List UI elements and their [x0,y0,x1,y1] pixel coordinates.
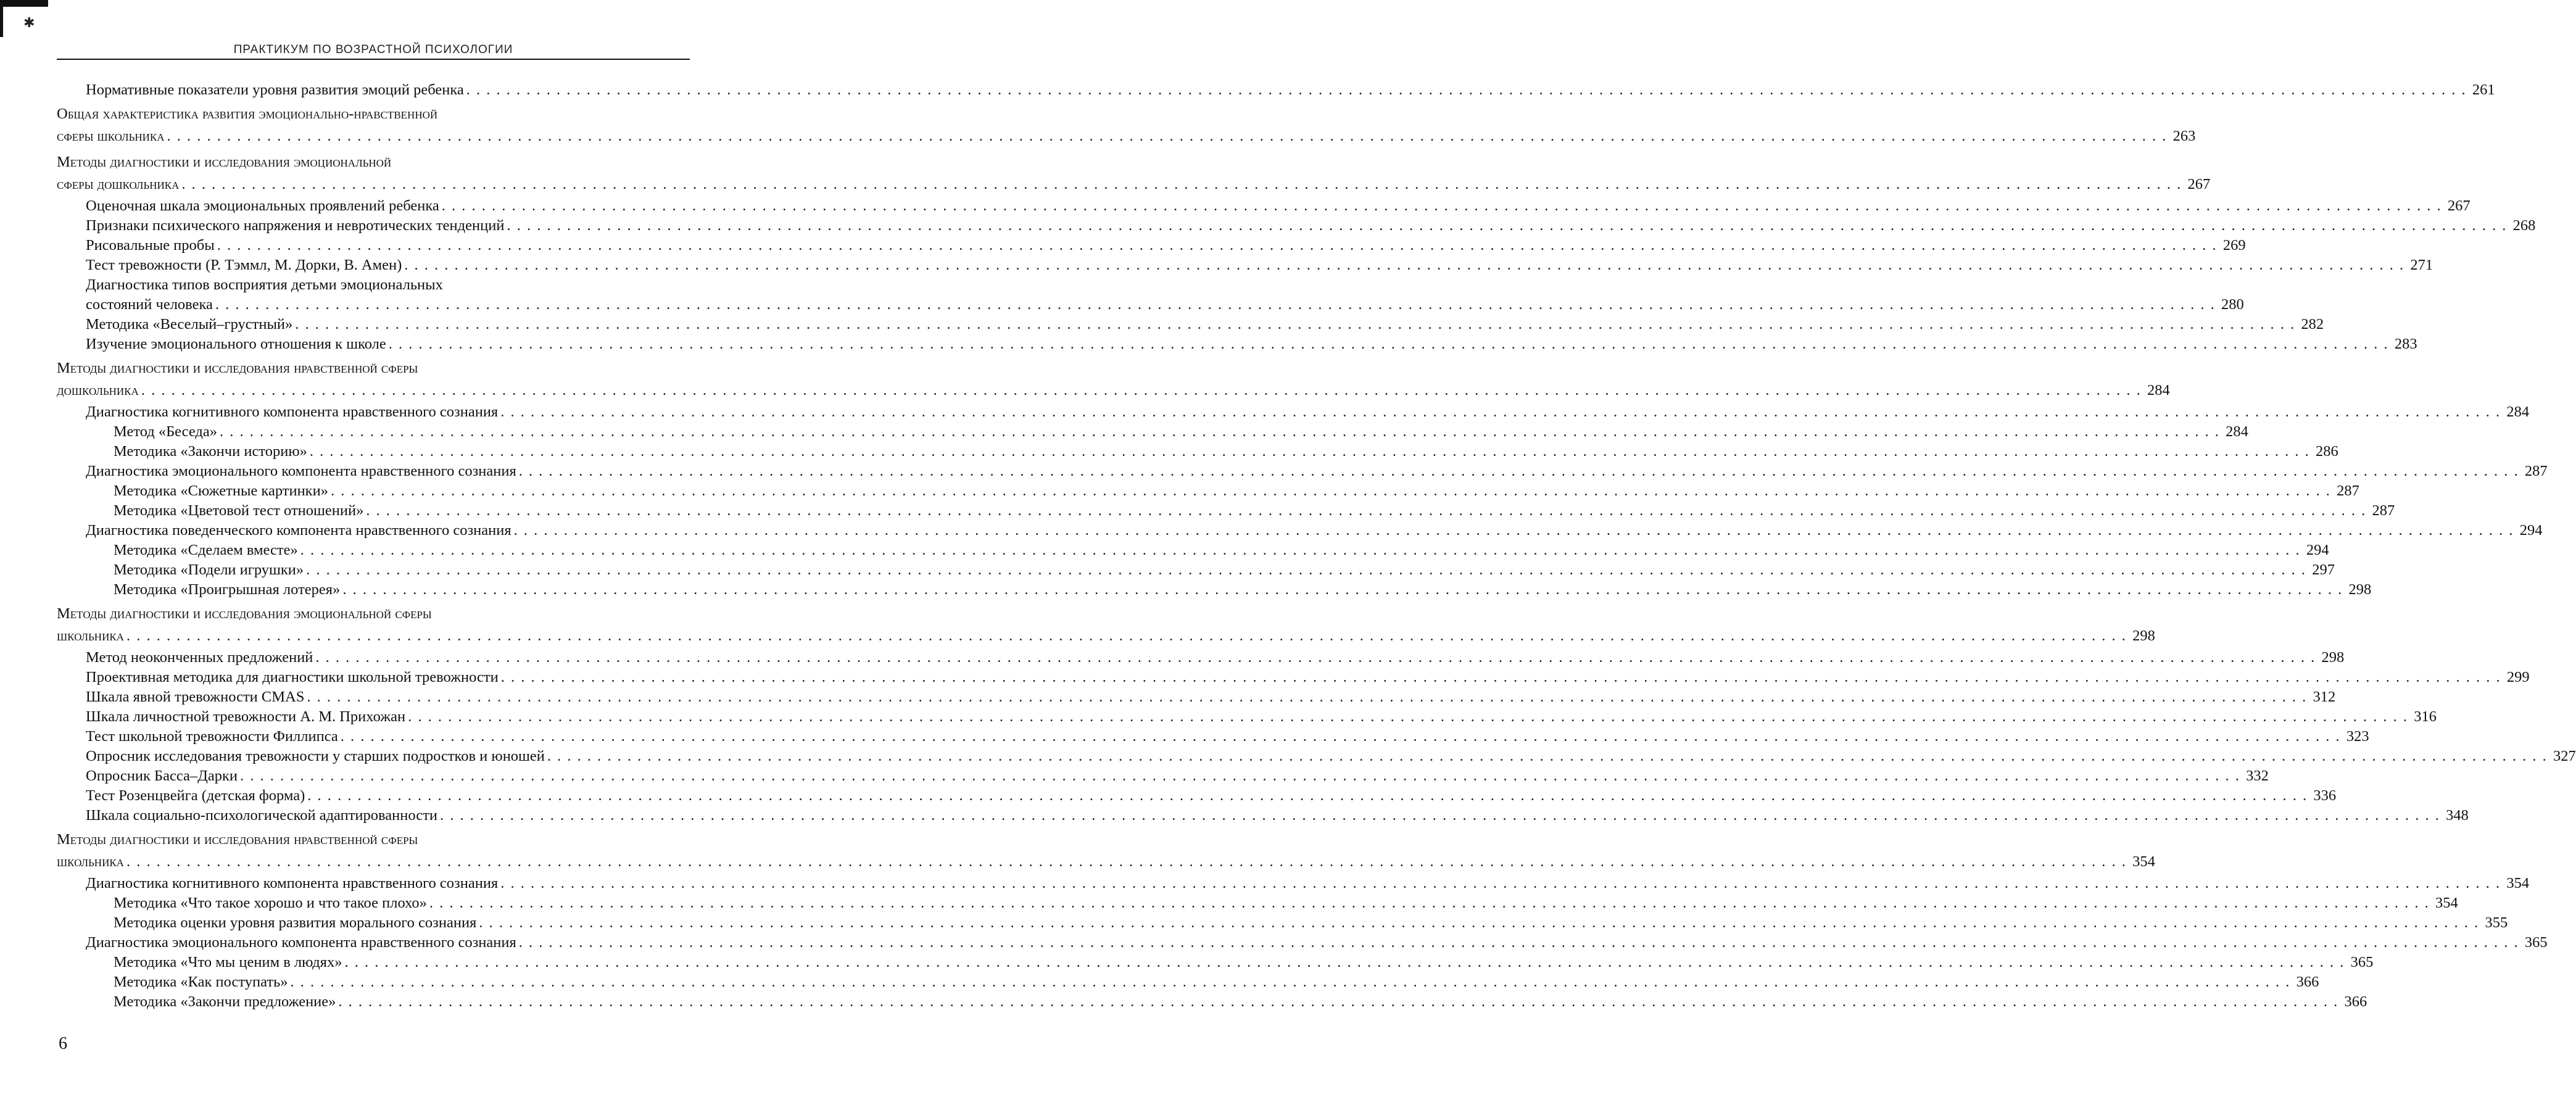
toc-entry [57,422,2248,442]
toc-entry [57,216,2536,236]
toc-entry-title: Методика «Сделаем вместе» [114,542,298,558]
toc-entry-page: 336 [2313,787,2337,804]
running-head: ПРАКТИКУМ ПО ВОЗРАСТНОЙ ПСИХОЛОГИИ [233,43,513,56]
toc-entry-title: сферы школьника [57,128,165,144]
toc-entry-title-line [57,275,690,295]
dot-leader: . . . . . . . . . . . . . . . . . . . . . . . . . . . . . . . . . . . . . . . . . . . . . . . . . . . . . . . . . . . . . . . . . . . . . . . . . . . . . . . . . . . . . . . . . . . . . . . . . . . . . . . . . . . . . . . . . . . . . . . . . . . . . . . . . . . . . . . . . . . . . . . . . . . . . . . . . . . . . . . . . . . . . . . . . . . . . . . . . . . . . . . . . . . . . . . . . . . . . . . . [479,914,2480,931]
page-number: 6 [59,1034,67,1053]
toc-entry-title: Диагностика эмоционального компонента нравственного сознания [86,934,516,951]
toc-entry-title: Метод «Беседа» [114,423,217,440]
dot-leader: . . . . . . . . . . . . . . . . . . . . . . . . . . . . . . . . . . . . . . . . . . . . . . . . . . . . . . . . . . . . . . . . . . . . . . . . . . . . . . . . . . . . . . . . . . . . . . . . . . . . . . . . . . . . . . . . . . . . . . . . . . . . . . . . . . . . . . . . . . . . . . . . . . . . . . . . . . . . . . . . . . . . . . . . . . . . . . . . . . . . . . . . . . . . . . . . . . . . . . . . [141,382,2142,399]
toc-entry [57,196,2470,216]
toc-entry-title: Методика «Как поступать» [114,974,288,990]
printer-mark-icon: ✱ [23,15,35,30]
toc-section-heading [57,603,2155,648]
dot-leader: . . . . . . . . . . . . . . . . . . . . . . . . . . . . . . . . . . . . . . . . . . . . . . . . . . . . . . . . . . . . . . . . . . . . . . . . . . . . . . . . . . . . . . . . . . . . . . . . . . . . . . . . . . . . . . . . . . . . . . . . . . . . . . . . . . . . . . . . . . . . . . . . . . . . . . . . . . . . . . . . . . . . . . . . . . . . . . . . . . . . . . . . . . . . . . . . . . . . . . . . [309,443,2310,460]
dot-leader: . . . . . . . . . . . . . . . . . . . . . . . . . . . . . . . . . . . . . . . . . . . . . . . . . . . . . . . . . . . . . . . . . . . . . . . . . . . . . . . . . . . . . . . . . . . . . . . . . . . . . . . . . . . . . . . . . . . . . . . . . . . . . . . . . . . . . . . . . . . . . . . . . . . . . . . . . . . . . . . . . . . . . . . . . . . . . . . . . . . . . . . . . . . . . . . . . . . . . . . . [500,403,2501,420]
dot-leader: . . . . . . . . . . . . . . . . . . . . . . . . . . . . . . . . . . . . . . . . . . . . . . . . . . . . . . . . . . . . . . . . . . . . . . . . . . . . . . . . . . . . . . . . . . . . . . . . . . . . . . . . . . . . . . . . . . . . . . . . . . . . . . . . . . . . . . . . . . . . . . . . . . . . . . . . . . . . . . . . . . . . . . . . . . . . . . . . . . . . . . . . . . . . . . . . . . . . . . . . [441,197,2442,214]
toc-entry [57,992,2367,1012]
toc-entry-title: Шкала социально-психологической адаптированности [86,807,437,824]
dot-leader: . . . . . . . . . . . . . . . . . . . . . . . . . . . . . . . . . . . . . . . . . . . . . . . . . . . . . . . . . . . . . . . . . . . . . . . . . . . . . . . . . . . . . . . . . . . . . . . . . . . . . . . . . . . . . . . . . . . . . . . . . . . . . . . . . . . . . . . . . . . . . . . . . . . . . . . . . . . . . . . . . . . . . . . . . . . . . . . . . . . . . . . . . . . . . . . . . . . . . . . . [167,128,2168,144]
toc-entry-title: Оценочная шкала эмоциональных проявлений ребенка [86,197,439,214]
toc-entry [57,80,2495,100]
dot-leader: . . . . . . . . . . . . . . . . . . . . . . . . . . . . . . . . . . . . . . . . . . . . . . . . . . . . . . . . . . . . . . . . . . . . . . . . . . . . . . . . . . . . . . . . . . . . . . . . . . . . . . . . . . . . . . . . . . . . . . . . . . . . . . . . . . . . . . . . . . . . . . . . . . . . . . . . . . . . . . . . . . . . . . . . . . . . . . . . . . . . . . . . . . . . . . . . . . . . . . . . [429,895,2430,911]
toc-entry [57,402,2530,422]
toc-entry-page: 298 [2132,627,2155,644]
toc-entry [57,236,2246,255]
toc-entry [57,461,2548,481]
toc-entry-title: Проективная методика для диагностики школьной тревожности [86,669,499,685]
toc-entry-page: 263 [2172,128,2196,144]
toc-entry-title: Диагностика типов восприятия детьми эмоциональных [86,276,443,293]
toc-entry-title: Методика «Подели игрушки» [114,561,304,578]
toc-entry-page: 294 [2306,542,2329,558]
toc-entry [57,481,2359,501]
header-rule [57,59,690,60]
toc-entry-page: 354 [2506,875,2530,892]
dot-leader: . . . . . . . . . . . . . . . . . . . . . . . . . . . . . . . . . . . . . . . . . . . . . . . . . . . . . . . . . . . . . . . . . . . . . . . . . . . . . . . . . . . . . . . . . . . . . . . . . . . . . . . . . . . . . . . . . . . . . . . . . . . . . . . . . . . . . . . . . . . . . . . . . . . . . . . . . . . . . . . . . . . . . . . . . . . . . . . . . . . . . . . . . . . . . . . . . . . . . . . . [300,542,2301,558]
dot-leader: . . . . . . . . . . . . . . . . . . . . . . . . . . . . . . . . . . . . . . . . . . . . . . . . . . . . . . . . . . . . . . . . . . . . . . . . . . . . . . . . . . . . . . . . . . . . . . . . . . . . . . . . . . . . . . . . . . . . . . . . . . . . . . . . . . . . . . . . . . . . . . . . . . . . . . . . . . . . . . . . . . . . . . . . . . . . . . . . . . . . . . . . . . . . . . . . . . . . . . . . [547,748,2548,764]
toc-entry-title: Шкала личностной тревожности А. М. Прихожан [86,708,406,725]
toc-entry-page: 323 [2346,728,2369,745]
toc-entry-title: школьника [57,853,124,870]
toc-entry-title: Тест школьной тревожности Филлипса [86,728,338,745]
dot-leader: . . . . . . . . . . . . . . . . . . . . . . . . . . . . . . . . . . . . . . . . . . . . . . . . . . . . . . . . . . . . . . . . . . . . . . . . . . . . . . . . . . . . . . . . . . . . . . . . . . . . . . . . . . . . . . . . . . . . . . . . . . . . . . . . . . . . . . . . . . . . . . . . . . . . . . . . . . . . . . . . . . . . . . . . . . . . . . . . . . . . . . . . . . . . . . . . . . . . . . . . [215,296,2216,313]
toc-entry [57,540,2329,560]
toc-entry [57,560,2335,580]
toc-entry-title: сферы дошкольника [57,176,180,192]
toc-entry [57,668,2530,687]
dot-leader: . . . . . . . . . . . . . . . . . . . . . . . . . . . . . . . . . . . . . . . . . . . . . . . . . . . . . . . . . . . . . . . . . . . . . . . . . . . . . . . . . . . . . . . . . . . . . . . . . . . . . . . . . . . . . . . . . . . . . . . . . . . . . . . . . . . . . . . . . . . . . . . . . . . . . . . . . . . . . . . . . . . . . . . . . . . . . . . . . . . . . . . . . . . . . . . . . . . . . . . . [388,336,2389,352]
dot-leader: . . . . . . . . . . . . . . . . . . . . . . . . . . . . . . . . . . . . . . . . . . . . . . . . . . . . . . . . . . . . . . . . . . . . . . . . . . . . . . . . . . . . . . . . . . . . . . . . . . . . . . . . . . . . . . . . . . . . . . . . . . . . . . . . . . . . . . . . . . . . . . . . . . . . . . . . . . . . . . . . . . . . . . . . . . . . . . . . . . . . . . . . . . . . . . . . . . . . . . . . [340,728,2341,745]
toc-entry-page: 354 [2132,853,2155,870]
toc-entry-title: Методика оценки уровня развития морального сознания [114,914,477,931]
toc-entry-page: 299 [2506,669,2530,685]
toc-entry [57,972,2319,992]
toc-entry-page: 366 [2344,993,2367,1010]
toc-entry [57,315,2324,334]
toc-entry [57,624,2155,648]
toc-entry-title: школьника [57,627,124,644]
toc-entry [57,786,2337,806]
toc-entry-page: 332 [2246,768,2269,784]
toc-entry [57,334,2417,354]
toc-entry [57,442,2338,461]
toc-entry-page: 280 [2221,296,2244,313]
toc-entry-page: 312 [2313,689,2336,705]
toc-entry-title: Диагностика когнитивного компонента нравственного сознания [86,403,499,420]
toc-entry-page: 287 [2524,463,2548,479]
toc-entry [57,766,2269,786]
toc-entry [57,893,2458,913]
toc-entry [57,379,2170,402]
toc-entry-title: Рисовальные пробы [86,237,215,254]
dot-leader: . . . . . . . . . . . . . . . . . . . . . . . . . . . . . . . . . . . . . . . . . . . . . . . . . . . . . . . . . . . . . . . . . . . . . . . . . . . . . . . . . . . . . . . . . . . . . . . . . . . . . . . . . . . . . . . . . . . . . . . . . . . . . . . . . . . . . . . . . . . . . . . . . . . . . . . . . . . . . . . . . . . . . . . . . . . . . . . . . . . . . . . . . . . . . . . . . . . . . . . . [513,522,2514,539]
dot-leader: . . . . . . . . . . . . . . . . . . . . . . . . . . . . . . . . . . . . . . . . . . . . . . . . . . . . . . . . . . . . . . . . . . . . . . . . . . . . . . . . . . . . . . . . . . . . . . . . . . . . . . . . . . . . . . . . . . . . . . . . . . . . . . . . . . . . . . . . . . . . . . . . . . . . . . . . . . . . . . . . . . . . . . . . . . . . . . . . . . . . . . . . . . . . . . . . . . . . . . . . [126,853,2127,870]
toc-entry-page: 355 [2485,914,2508,931]
dot-leader: . . . . . . . . . . . . . . . . . . . . . . . . . . . . . . . . . . . . . . . . . . . . . . . . . . . . . . . . . . . . . . . . . . . . . . . . . . . . . . . . . . . . . . . . . . . . . . . . . . . . . . . . . . . . . . . . . . . . . . . . . . . . . . . . . . . . . . . . . . . . . . . . . . . . . . . . . . . . . . . . . . . . . . . . . . . . . . . . . . . . . . . . . . . . . . . . . . . . . . . . [126,627,2127,644]
toc-section-title: Методы диагностики и исследования эмоциональной сферы [57,605,432,622]
toc-entry-page: 261 [2472,81,2495,98]
toc-entry-title: Методика «Веселый–грустный» [86,316,293,333]
toc-entry-page: 354 [2435,895,2458,911]
dot-leader: . . . . . . . . . . . . . . . . . . . . . . . . . . . . . . . . . . . . . . . . . . . . . . . . . . . . . . . . . . . . . . . . . . . . . . . . . . . . . . . . . . . . . . . . . . . . . . . . . . . . . . . . . . . . . . . . . . . . . . . . . . . . . . . . . . . . . . . . . . . . . . . . . . . . . . . . . . . . . . . . . . . . . . . . . . . . . . . . . . . . . . . . . . . . . . . . . . . . . . . . [295,316,2296,333]
toc-section-heading [57,104,2196,148]
toc-entry [57,295,2244,315]
toc-entry-title: Методика «Сюжетные картинки» [114,482,328,499]
toc-entry-page: 298 [2348,581,2372,598]
toc-entry-page: 268 [2512,217,2536,234]
toc-entry-title: Опросник исследования тревожности у старших подростков и юношей [86,748,545,764]
dot-leader: . . . . . . . . . . . . . . . . . . . . . . . . . . . . . . . . . . . . . . . . . . . . . . . . . . . . . . . . . . . . . . . . . . . . . . . . . . . . . . . . . . . . . . . . . . . . . . . . . . . . . . . . . . . . . . . . . . . . . . . . . . . . . . . . . . . . . . . . . . . . . . . . . . . . . . . . . . . . . . . . . . . . . . . . . . . . . . . . . . . . . . . . . . . . . . . . . . . . . . . . [315,649,2316,666]
toc-entry-title: Методика «Что такое хорошо и что такое плохо» [114,895,427,911]
dot-leader: . . . . . . . . . . . . . . . . . . . . . . . . . . . . . . . . . . . . . . . . . . . . . . . . . . . . . . . . . . . . . . . . . . . . . . . . . . . . . . . . . . . . . . . . . . . . . . . . . . . . . . . . . . . . . . . . . . . . . . . . . . . . . . . . . . . . . . . . . . . . . . . . . . . . . . . . . . . . . . . . . . . . . . . . . . . . . . . . . . . . . . . . . . . . . . . . . . . . . . . . [344,954,2345,970]
table-of-contents [57,80,2576,1012]
toc-entry [57,648,2345,668]
toc-entry-title: Методика «Что мы ценим в людях» [114,954,342,970]
toc-entry-title: Нормативные показатели уровня развития эмоций ребенка [86,81,464,98]
toc-entry-page: 365 [2350,954,2374,970]
toc-entry-multiline [57,275,2244,315]
toc-section-title: Методы диагностики и исследования нравственной сферы [57,831,418,848]
dot-leader: . . . . . . . . . . . . . . . . . . . . . . . . . . . . . . . . . . . . . . . . . . . . . . . . . . . . . . . . . . . . . . . . . . . . . . . . . . . . . . . . . . . . . . . . . . . . . . . . . . . . . . . . . . . . . . . . . . . . . . . . . . . . . . . . . . . . . . . . . . . . . . . . . . . . . . . . . . . . . . . . . . . . . . . . . . . . . . . . . . . . . . . . . . . . . . . . . . . . . . . . [307,787,2308,804]
toc-entry-page: 365 [2524,934,2548,951]
toc-entry [57,125,2196,148]
toc-entry-page: 348 [2446,807,2469,824]
toc-entry [57,501,2395,521]
toc-entry-page: 286 [2316,443,2338,460]
toc-entry [57,913,2508,933]
dot-leader: . . . . . . . . . . . . . . . . . . . . . . . . . . . . . . . . . . . . . . . . . . . . . . . . . . . . . . . . . . . . . . . . . . . . . . . . . . . . . . . . . . . . . . . . . . . . . . . . . . . . . . . . . . . . . . . . . . . . . . . . . . . . . . . . . . . . . . . . . . . . . . . . . . . . . . . . . . . . . . . . . . . . . . . . . . . . . . . . . . . . . . . . . . . . . . . . . . . . . . . . [219,423,2220,440]
toc-section-heading [57,829,2155,874]
toc-entry-page: 294 [2519,522,2543,539]
dot-leader: . . . . . . . . . . . . . . . . . . . . . . . . . . . . . . . . . . . . . . . . . . . . . . . . . . . . . . . . . . . . . . . . . . . . . . . . . . . . . . . . . . . . . . . . . . . . . . . . . . . . . . . . . . . . . . . . . . . . . . . . . . . . . . . . . . . . . . . . . . . . . . . . . . . . . . . . . . . . . . . . . . . . . . . . . . . . . . . . . . . . . . . . . . . . . . . . . . . . . . . . [338,993,2339,1010]
toc-entry-page: 283 [2394,336,2417,352]
dot-leader: . . . . . . . . . . . . . . . . . . . . . . . . . . . . . . . . . . . . . . . . . . . . . . . . . . . . . . . . . . . . . . . . . . . . . . . . . . . . . . . . . . . . . . . . . . . . . . . . . . . . . . . . . . . . . . . . . . . . . . . . . . . . . . . . . . . . . . . . . . . . . . . . . . . . . . . . . . . . . . . . . . . . . . . . . . . . . . . . . . . . . . . . . . . . . . . . . . . . . . . . [507,217,2508,234]
dot-leader: . . . . . . . . . . . . . . . . . . . . . . . . . . . . . . . . . . . . . . . . . . . . . . . . . . . . . . . . . . . . . . . . . . . . . . . . . . . . . . . . . . . . . . . . . . . . . . . . . . . . . . . . . . . . . . . . . . . . . . . . . . . . . . . . . . . . . . . . . . . . . . . . . . . . . . . . . . . . . . . . . . . . . . . . . . . . . . . . . . . . . . . . . . . . . . . . . . . . . . . . [217,237,2218,254]
toc-entry-title: Методика «Закончи предложение» [114,993,336,1010]
dot-leader: . . . . . . . . . . . . . . . . . . . . . . . . . . . . . . . . . . . . . . . . . . . . . . . . . . . . . . . . . . . . . . . . . . . . . . . . . . . . . . . . . . . . . . . . . . . . . . . . . . . . . . . . . . . . . . . . . . . . . . . . . . . . . . . . . . . . . . . . . . . . . . . . . . . . . . . . . . . . . . . . . . . . . . . . . . . . . . . . . . . . . . . . . . . . . . . . . . . . . . . . [500,669,2501,685]
toc-entry [57,687,2336,707]
toc-entry-title: состояний человека [86,296,213,313]
toc-entry-page: 327 [2553,748,2576,764]
dot-leader: . . . . . . . . . . . . . . . . . . . . . . . . . . . . . . . . . . . . . . . . . . . . . . . . . . . . . . . . . . . . . . . . . . . . . . . . . . . . . . . . . . . . . . . . . . . . . . . . . . . . . . . . . . . . . . . . . . . . . . . . . . . . . . . . . . . . . . . . . . . . . . . . . . . . . . . . . . . . . . . . . . . . . . . . . . . . . . . . . . . . . . . . . . . . . . . . . . . . . . . . [290,974,2291,990]
corner-crop-mark-horizontal [0,0,48,7]
dot-leader: . . . . . . . . . . . . . . . . . . . . . . . . . . . . . . . . . . . . . . . . . . . . . . . . . . . . . . . . . . . . . . . . . . . . . . . . . . . . . . . . . . . . . . . . . . . . . . . . . . . . . . . . . . . . . . . . . . . . . . . . . . . . . . . . . . . . . . . . . . . . . . . . . . . . . . . . . . . . . . . . . . . . . . . . . . . . . . . . . . . . . . . . . . . . . . . . . . . . . . . . [500,875,2501,892]
toc-entry-page: 287 [2372,502,2395,519]
toc-entry-title: Шкала явной тревожности CMAS [86,689,305,705]
toc-entry-title: Методика «Проигрышная лотерея» [114,581,341,598]
toc-entry [57,953,2374,972]
toc-entry-page: 271 [2410,257,2433,273]
dot-leader: . . . . . . . . . . . . . . . . . . . . . . . . . . . . . . . . . . . . . . . . . . . . . . . . . . . . . . . . . . . . . . . . . . . . . . . . . . . . . . . . . . . . . . . . . . . . . . . . . . . . . . . . . . . . . . . . . . . . . . . . . . . . . . . . . . . . . . . . . . . . . . . . . . . . . . . . . . . . . . . . . . . . . . . . . . . . . . . . . . . . . . . . . . . . . . . . . . . . . . . . [366,502,2367,519]
toc-entry [57,173,2211,196]
toc-entry [57,850,2155,874]
toc-entry-page: 366 [2296,974,2319,990]
toc-entry [57,255,2433,275]
toc-entry-page: 298 [2321,649,2345,666]
toc-entry-title: Изучение эмоционального отношения к школе [86,336,386,352]
dot-leader: . . . . . . . . . . . . . . . . . . . . . . . . . . . . . . . . . . . . . . . . . . . . . . . . . . . . . . . . . . . . . . . . . . . . . . . . . . . . . . . . . . . . . . . . . . . . . . . . . . . . . . . . . . . . . . . . . . . . . . . . . . . . . . . . . . . . . . . . . . . . . . . . . . . . . . . . . . . . . . . . . . . . . . . . . . . . . . . . . . . . . . . . . . . . . . . . . . . . . . . . [342,581,2343,598]
toc-entry [57,727,2369,747]
dot-leader: . . . . . . . . . . . . . . . . . . . . . . . . . . . . . . . . . . . . . . . . . . . . . . . . . . . . . . . . . . . . . . . . . . . . . . . . . . . . . . . . . . . . . . . . . . . . . . . . . . . . . . . . . . . . . . . . . . . . . . . . . . . . . . . . . . . . . . . . . . . . . . . . . . . . . . . . . . . . . . . . . . . . . . . . . . . . . . . . . . . . . . . . . . . . . . . . . . . . . . . . [466,81,2467,98]
toc-entry-title: Метод неоконченных предложений [86,649,313,666]
toc-entry-page: 287 [2337,482,2359,499]
toc-entry [57,580,2372,600]
toc-entry-page: 297 [2312,561,2335,578]
toc-section-heading [57,152,2211,196]
dot-leader: . . . . . . . . . . . . . . . . . . . . . . . . . . . . . . . . . . . . . . . . . . . . . . . . . . . . . . . . . . . . . . . . . . . . . . . . . . . . . . . . . . . . . . . . . . . . . . . . . . . . . . . . . . . . . . . . . . . . . . . . . . . . . . . . . . . . . . . . . . . . . . . . . . . . . . . . . . . . . . . . . . . . . . . . . . . . . . . . . . . . . . . . . . . . . . . . . . . . . . . . [330,482,2331,499]
toc-entry-title: дошкольника [57,382,139,399]
dot-leader: . . . . . . . . . . . . . . . . . . . . . . . . . . . . . . . . . . . . . . . . . . . . . . . . . . . . . . . . . . . . . . . . . . . . . . . . . . . . . . . . . . . . . . . . . . . . . . . . . . . . . . . . . . . . . . . . . . . . . . . . . . . . . . . . . . . . . . . . . . . . . . . . . . . . . . . . . . . . . . . . . . . . . . . . . . . . . . . . . . . . . . . . . . . . . . . . . . . . . . . . [240,768,2240,784]
toc-entry-page: 267 [2447,197,2470,214]
toc-entry-title: Диагностика эмоционального компонента нравственного сознания [86,463,516,479]
toc-entry-title: Методика «Закончи историю» [114,443,307,460]
toc-entry-title: Диагностика когнитивного компонента нравственного сознания [86,875,499,892]
corner-crop-mark-vertical [0,0,3,37]
toc-entry-page: 269 [2222,237,2246,254]
toc-entry-page: 282 [2301,316,2324,333]
dot-leader: . . . . . . . . . . . . . . . . . . . . . . . . . . . . . . . . . . . . . . . . . . . . . . . . . . . . . . . . . . . . . . . . . . . . . . . . . . . . . . . . . . . . . . . . . . . . . . . . . . . . . . . . . . . . . . . . . . . . . . . . . . . . . . . . . . . . . . . . . . . . . . . . . . . . . . . . . . . . . . . . . . . . . . . . . . . . . . . . . . . . . . . . . . . . . . . . . . . . . . . . [307,689,2308,705]
toc-entry-title: Диагностика поведенческого компонента нравственного сознания [86,522,511,539]
dot-leader: . . . . . . . . . . . . . . . . . . . . . . . . . . . . . . . . . . . . . . . . . . . . . . . . . . . . . . . . . . . . . . . . . . . . . . . . . . . . . . . . . . . . . . . . . . . . . . . . . . . . . . . . . . . . . . . . . . . . . . . . . . . . . . . . . . . . . . . . . . . . . . . . . . . . . . . . . . . . . . . . . . . . . . . . . . . . . . . . . . . . . . . . . . . . . . . . . . . . . . . . [439,807,2440,824]
dot-leader: . . . . . . . . . . . . . . . . . . . . . . . . . . . . . . . . . . . . . . . . . . . . . . . . . . . . . . . . . . . . . . . . . . . . . . . . . . . . . . . . . . . . . . . . . . . . . . . . . . . . . . . . . . . . . . . . . . . . . . . . . . . . . . . . . . . . . . . . . . . . . . . . . . . . . . . . . . . . . . . . . . . . . . . . . . . . . . . . . . . . . . . . . . . . . . . . . . . . . . . . [518,934,2519,951]
toc-entry-title: Тест тревожности (Р. Тэммл, М. Дорки, В. Амен) [86,257,402,273]
toc-entry-page: 284 [2226,423,2248,440]
toc-entry [57,521,2543,540]
toc-entry [57,707,2437,727]
toc-entry [57,933,2548,953]
toc-entry-title: Методика «Цветовой тест отношений» [114,502,364,519]
toc-entry [57,874,2530,893]
toc-section-heading [57,358,2170,402]
dot-leader: . . . . . . . . . . . . . . . . . . . . . . . . . . . . . . . . . . . . . . . . . . . . . . . . . . . . . . . . . . . . . . . . . . . . . . . . . . . . . . . . . . . . . . . . . . . . . . . . . . . . . . . . . . . . . . . . . . . . . . . . . . . . . . . . . . . . . . . . . . . . . . . . . . . . . . . . . . . . . . . . . . . . . . . . . . . . . . . . . . . . . . . . . . . . . . . . . . . . . . . . [518,463,2519,479]
dot-leader: . . . . . . . . . . . . . . . . . . . . . . . . . . . . . . . . . . . . . . . . . . . . . . . . . . . . . . . . . . . . . . . . . . . . . . . . . . . . . . . . . . . . . . . . . . . . . . . . . . . . . . . . . . . . . . . . . . . . . . . . . . . . . . . . . . . . . . . . . . . . . . . . . . . . . . . . . . . . . . . . . . . . . . . . . . . . . . . . . . . . . . . . . . . . . . . . . . . . . . . . [404,257,2405,273]
toc-entry [57,747,2576,766]
toc-entry-title: Опросник Басса–Дарки [86,768,238,784]
toc-section-title: Методы диагностики и исследования нравственной сферы [57,360,418,376]
toc-entry-page: 284 [2506,403,2530,420]
dot-leader: . . . . . . . . . . . . . . . . . . . . . . . . . . . . . . . . . . . . . . . . . . . . . . . . . . . . . . . . . . . . . . . . . . . . . . . . . . . . . . . . . . . . . . . . . . . . . . . . . . . . . . . . . . . . . . . . . . . . . . . . . . . . . . . . . . . . . . . . . . . . . . . . . . . . . . . . . . . . . . . . . . . . . . . . . . . . . . . . . . . . . . . . . . . . . . . . . . . . . . . . [181,176,2182,192]
toc-section-title: Общая характеристика развития эмоционально-нравственной [57,106,438,122]
toc-entry [57,806,2469,825]
toc-section-title: Методы диагностики и исследования эмоциональной [57,154,392,170]
toc-entry-title: Тест Розенцвейга (детская форма) [86,787,305,804]
dot-leader: . . . . . . . . . . . . . . . . . . . . . . . . . . . . . . . . . . . . . . . . . . . . . . . . . . . . . . . . . . . . . . . . . . . . . . . . . . . . . . . . . . . . . . . . . . . . . . . . . . . . . . . . . . . . . . . . . . . . . . . . . . . . . . . . . . . . . . . . . . . . . . . . . . . . . . . . . . . . . . . . . . . . . . . . . . . . . . . . . . . . . . . . . . . . . . . . . . . . . . . . [408,708,2409,725]
toc-entry-page: 267 [2187,176,2211,192]
toc-entry-title: Признаки психического напряжения и невротических тенденций [86,217,505,234]
toc-entry-page: 316 [2414,708,2437,725]
dot-leader: . . . . . . . . . . . . . . . . . . . . . . . . . . . . . . . . . . . . . . . . . . . . . . . . . . . . . . . . . . . . . . . . . . . . . . . . . . . . . . . . . . . . . . . . . . . . . . . . . . . . . . . . . . . . . . . . . . . . . . . . . . . . . . . . . . . . . . . . . . . . . . . . . . . . . . . . . . . . . . . . . . . . . . . . . . . . . . . . . . . . . . . . . . . . . . . . . . . . . . . . [306,561,2307,578]
toc-entry-page: 284 [2147,382,2170,399]
